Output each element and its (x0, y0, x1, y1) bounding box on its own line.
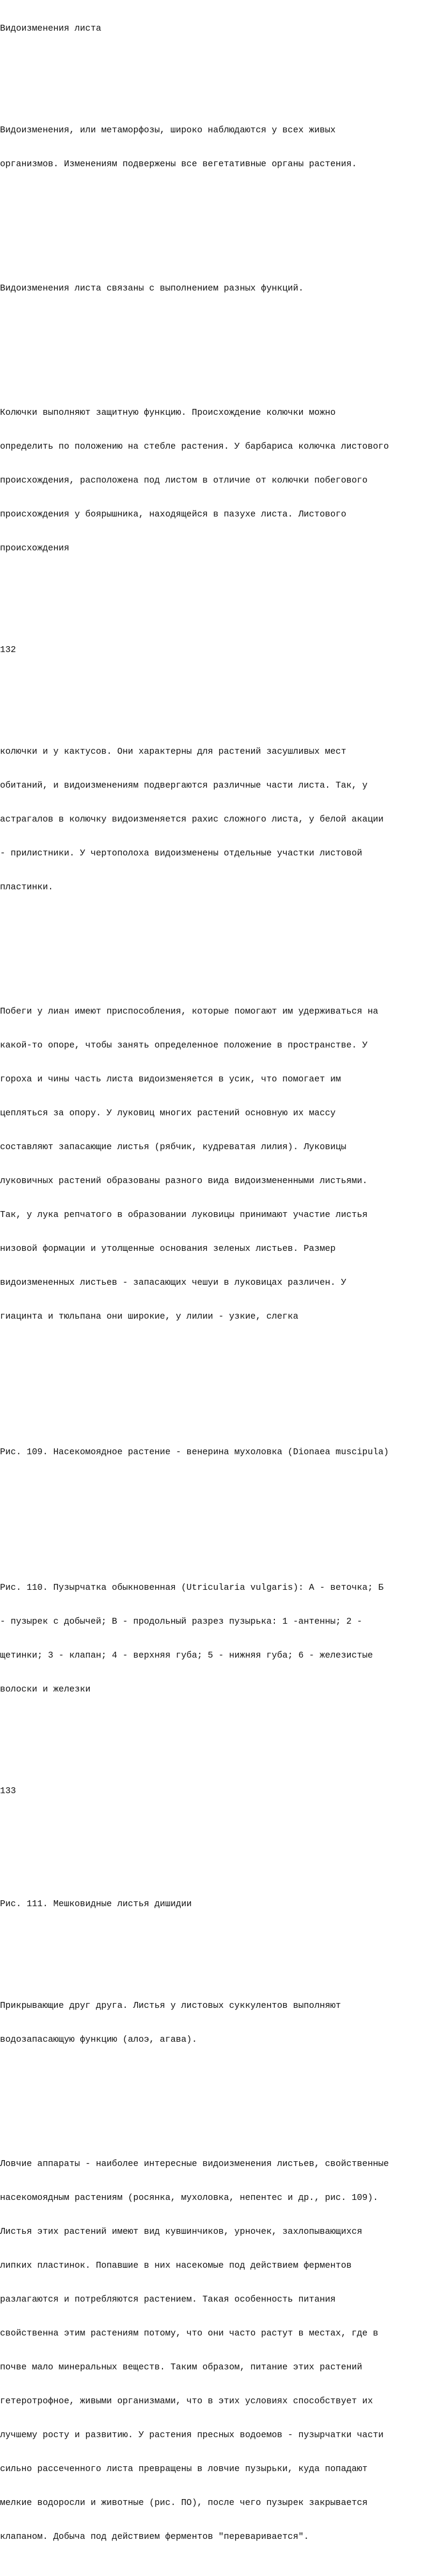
text-line: Листья этих растений имеют вид кувшинчиков, урночек, захлопывающихся (0, 2226, 363, 2237)
text-line: пластинки. (0, 882, 54, 892)
text-line: волоски и железки (0, 1684, 91, 1694)
text-line: происхождения (0, 543, 69, 553)
text-line: Ловчие аппараты - наиболее интересные видоизменения листьев, свойственные (0, 2159, 389, 2169)
spacer (0, 339, 439, 350)
text-line: составляют запасающие листья (рябчик, кудреватая лилия). Луковицы (0, 1142, 346, 1152)
spacer (0, 215, 439, 226)
text-line: гиацинта и тюльпана они широкие, у лилии - узкие, слегка (0, 1311, 299, 1321)
text-line: липких пластинок. Попавшие в них насекомые под действием ферментов (0, 2260, 352, 2270)
spacer (0, 938, 439, 949)
spacer (0, 599, 439, 610)
page-number: 132 (0, 645, 16, 655)
spacer (0, 1514, 439, 1525)
text-line: разлагаются и потребляются растением. Такая особенность питания (0, 2294, 336, 2304)
text-line: какой-то опоре, чтобы занять определенное положение в пространстве. У (0, 1040, 368, 1050)
spacer (0, 1367, 439, 1378)
figure-caption-110 (0, 1559, 439, 1717)
text-line: колючки и у кактусов. Они характерны для растений засушливых мест (0, 746, 346, 756)
text-line: организмов. Изменениям подвержены все вегетативные органы растения. (0, 159, 357, 169)
paragraph-5 (0, 983, 439, 1344)
text-line: астрагалов в колючку видоизменяется рахис сложного листа, у белой акации (0, 814, 384, 824)
spacer (0, 56, 439, 68)
spacer (0, 1401, 439, 1412)
spacer (0, 1819, 439, 1830)
text-line: Прикрывающие друг друга. Листья у листовых суккулентов выполняют (0, 2000, 341, 2011)
figure-caption-111: Рис. 111. Мешковидные листья дишидии (0, 1899, 192, 1909)
spacer (0, 2090, 439, 2101)
text-line: сильно рассеченного листа превращены в ловчие пузырьки, куда попадают (0, 2464, 368, 2474)
paragraph-3 (0, 384, 439, 576)
text-line: гороха и чины часть листа видоизменяется в усик, что помогает им (0, 1074, 341, 1084)
text-line: гетеротрофное, живыми организмами, что в этих условиях способствует их (0, 2396, 373, 2406)
text-line: почве мало минеральных веществ. Таким образом, питание этих растений (0, 2362, 363, 2372)
text-line: определить по положению на стебле растения. У барбариса колючка листового (0, 441, 389, 451)
paragraph-1 (0, 102, 439, 192)
text-line: - пузырек с добычей; В - продольный разрез пузырька: 1 -антенны; 2 - (0, 1616, 363, 1626)
page-number: 133 (0, 1786, 16, 1796)
document-title: Видоизменения листа (0, 23, 102, 33)
spacer (0, 1480, 439, 1491)
text-line: низовой формации и утолщенные основания зеленых листьев. Размер (0, 1243, 336, 1254)
text-line: луковичных растений образованы разного вида видоизмененными листьями. (0, 1176, 368, 1186)
text-line: - прилистники. У чертополоха видоизменены отдельные участки листовой (0, 848, 363, 858)
text-line: лучшему росту и развитию. У растения пресных водоемов - пузырчатки части (0, 2430, 384, 2440)
text-line: водозапасающую функцию (алоэ, агава). (0, 2034, 197, 2044)
text-line: Так, у лука репчатого в образовании луковицы принимают участие листья (0, 1209, 368, 1220)
paragraph-6 (0, 1977, 439, 2068)
text-line: Рис. 110. Пузырчатка обыкновенная (Utricularia vulgaris): А - веточка; Б (0, 1582, 384, 1593)
text-line: насекомоядным растениям (росянка, мухоловка, непентес и др., рис. 109). (0, 2192, 379, 2203)
text-line: свойственна этим растениям потому, что они часто растут в местах, где в (0, 2328, 379, 2338)
text-line: обитаний, и видоизменениям подвергаются различные части листа. Так, у (0, 780, 368, 790)
text-line: клапаном. Добыча под действием ферментов "переваривается". (0, 2531, 309, 2542)
text-line: происхождения, расположена под листом в отличие от колючки побегового (0, 475, 368, 485)
text-line: происхождения у боярышника, находящейся в пазухе листа. Листового (0, 509, 346, 519)
paragraph-2 (0, 260, 439, 316)
text-line: видоизмененных листьев - запасающих чешуи в луковицах различен. У (0, 1277, 346, 1287)
paragraph-4 (0, 723, 439, 915)
figure-caption-109: Рис. 109. Насекомоядное растение - венерина мухоловка (Dionaea muscipula) (0, 1447, 389, 1457)
spacer (0, 1740, 439, 1751)
text-line: щетинки; 3 - клапан; 4 - верхняя губа; 5 - нижняя губа; 6 - железистые (0, 1650, 373, 1660)
text-line: цепляться за опору. У луковиц многих растений основную их массу (0, 1108, 336, 1118)
spacer (0, 1853, 439, 1864)
text-line: Видоизменения, или метаморфозы, широко наблюдаются у всех живых (0, 125, 336, 135)
paragraph-7 (0, 2135, 439, 2565)
text-line: мелкие водоросли и животные (рис. ПО), после чего пузырек закрывается (0, 2497, 368, 2508)
spacer (0, 678, 439, 689)
spacer (0, 1932, 439, 1943)
text-line: Побеги у лиан имеют приспособления, которые помогают им удерживаться на (0, 1006, 379, 1016)
text-line: Колючки выполняют защитную функцию. Происхождение колючки можно (0, 407, 336, 417)
text-line: Видоизменения листа связаны с выполнением разных функций. (0, 283, 304, 293)
